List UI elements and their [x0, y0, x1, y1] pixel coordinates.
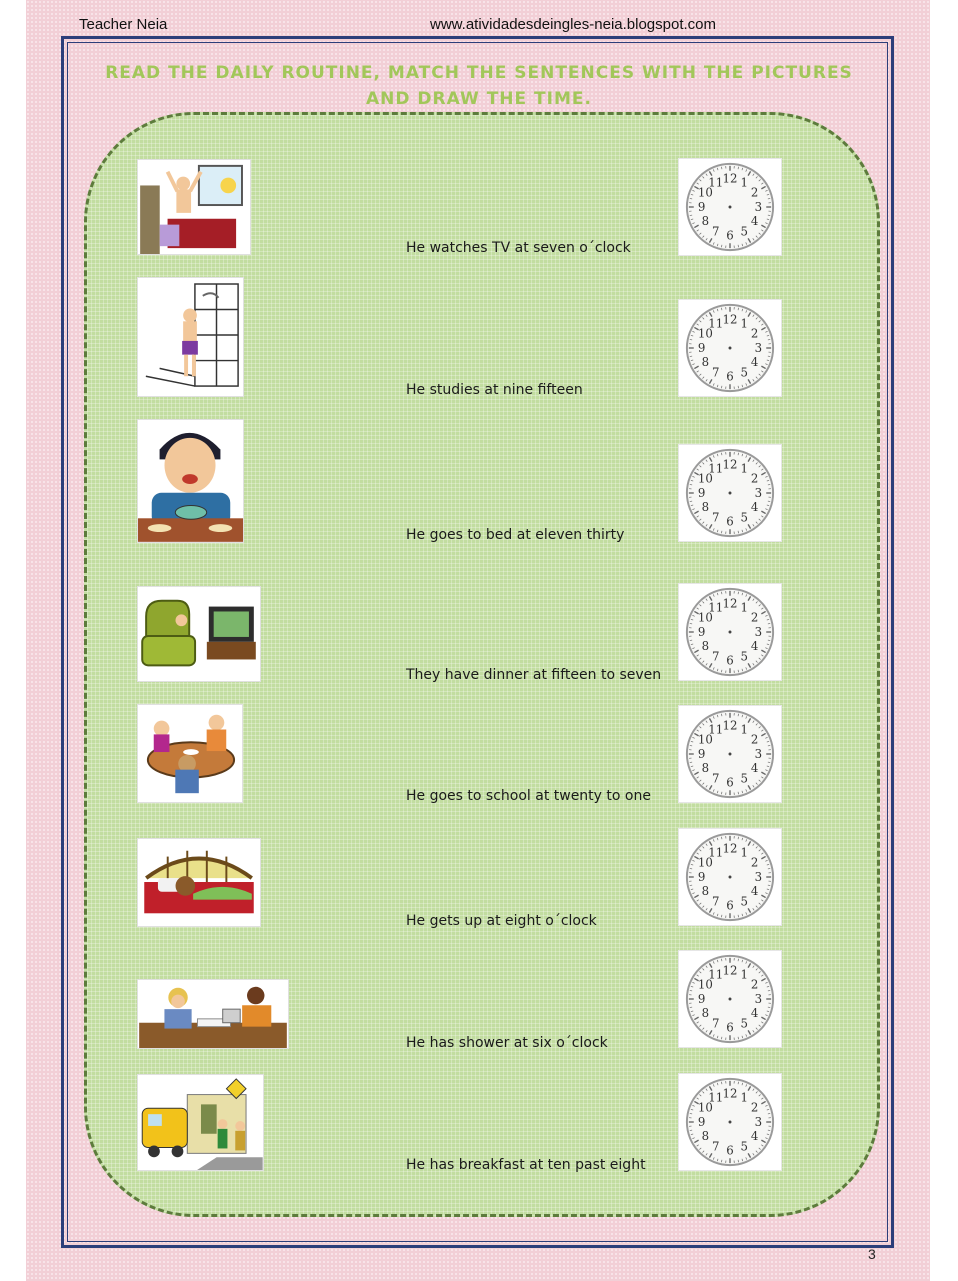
- clock-numeral: 5: [740, 1016, 748, 1031]
- clock-center: [729, 631, 732, 634]
- clock-face-3[interactable]: [678, 444, 782, 542]
- studying-icon[interactable]: [137, 979, 289, 1049]
- clock-numeral: 2: [750, 471, 759, 486]
- clock-numeral: 1: [740, 175, 748, 190]
- clock-numeral: 12: [722, 312, 738, 327]
- clock-numeral: 6: [726, 369, 734, 384]
- clock-numeral: 12: [722, 596, 738, 611]
- sentence-5[interactable]: He goes to school at twenty to one: [406, 788, 651, 804]
- clock-numeral: 11: [708, 967, 724, 982]
- clock-numeral: 3: [754, 199, 763, 214]
- clock-numeral: 9: [697, 624, 706, 639]
- clock-numeral: 12: [722, 457, 738, 472]
- family-dinner-icon[interactable]: [137, 704, 243, 803]
- clock-numeral: 3: [754, 1114, 763, 1129]
- header-website: www.atividadesdeingles-neia.blogspot.com: [430, 16, 716, 33]
- clock-numeral: 10: [697, 326, 713, 341]
- clock-numeral: 12: [722, 171, 738, 186]
- clock-numeral: 8: [701, 761, 710, 776]
- clock-numeral: 1: [740, 461, 748, 476]
- clock-numeral: 10: [697, 610, 713, 625]
- clock-center: [729, 1121, 732, 1124]
- clock-numeral: 3: [754, 624, 763, 639]
- clock-numeral: 1: [740, 845, 748, 860]
- clock-numeral: 12: [722, 841, 738, 856]
- clock-numeral: 1: [740, 1090, 748, 1105]
- clock-numeral: 5: [740, 365, 748, 380]
- clock-numeral: 7: [712, 224, 720, 239]
- clock-numeral: 9: [697, 1114, 706, 1129]
- clock-numeral: 4: [750, 1129, 759, 1144]
- clock-numeral: 10: [697, 185, 713, 200]
- clock-numeral: 7: [712, 510, 720, 525]
- watching-tv-icon[interactable]: [137, 586, 261, 682]
- clock-numeral: 1: [740, 722, 748, 737]
- clock-numeral: 7: [712, 649, 720, 664]
- clock-numeral: 5: [740, 894, 748, 909]
- page-number: 3: [868, 1246, 876, 1262]
- clock-numeral: 7: [712, 894, 720, 909]
- clock-numeral: 12: [722, 963, 738, 978]
- clock-numeral: 8: [701, 500, 710, 515]
- clock-numeral: 5: [740, 1139, 748, 1154]
- clock-numeral: 1: [740, 600, 748, 615]
- clock-numeral: 8: [701, 639, 710, 654]
- clock-center: [729, 876, 732, 879]
- clock-numeral: 10: [697, 977, 713, 992]
- clock-numeral: 9: [697, 991, 706, 1006]
- clock-numeral: 6: [726, 898, 734, 913]
- sentence-1[interactable]: He watches TV at seven o´clock: [406, 240, 631, 256]
- clock-numeral: 6: [726, 228, 734, 243]
- going-to-school-icon[interactable]: [137, 1074, 264, 1171]
- clock-numeral: 10: [697, 471, 713, 486]
- waking-up-stretching-icon[interactable]: [137, 159, 251, 255]
- clock-numeral: 4: [750, 214, 759, 229]
- clock-numeral: 2: [750, 977, 759, 992]
- clock-center: [729, 347, 732, 350]
- sleeping-in-bed-icon[interactable]: [137, 838, 261, 927]
- clock-numeral: 5: [740, 510, 748, 525]
- clock-numeral: 1: [740, 967, 748, 982]
- clock-numeral: 2: [750, 732, 759, 747]
- instruction-line-2: AND DRAW THE TIME.: [366, 89, 592, 109]
- clock-numeral: 8: [701, 1006, 710, 1021]
- taking-shower-icon[interactable]: [137, 277, 244, 397]
- clock-numeral: 8: [701, 884, 710, 899]
- clock-numeral: 5: [740, 224, 748, 239]
- clock-numeral: 3: [754, 485, 763, 500]
- clock-numeral: 5: [740, 649, 748, 664]
- sentence-7[interactable]: He has shower at six o´clock: [406, 1035, 608, 1051]
- clock-face-8[interactable]: [678, 1073, 782, 1171]
- clock-numeral: 3: [754, 746, 763, 761]
- clock-numeral: 12: [722, 1086, 738, 1101]
- sentence-8[interactable]: He has breakfast at ten past eight: [406, 1157, 646, 1173]
- clock-numeral: 7: [712, 1016, 720, 1031]
- clock-numeral: 7: [712, 771, 720, 786]
- clock-center: [729, 206, 732, 209]
- clock-numeral: 8: [701, 355, 710, 370]
- clock-numeral: 12: [722, 718, 738, 733]
- clock-numeral: 7: [712, 365, 720, 380]
- clock-numeral: 2: [750, 610, 759, 625]
- clock-numeral: 1: [740, 316, 748, 331]
- sentence-6[interactable]: He gets up at eight o´clock: [406, 913, 597, 929]
- clock-face-2[interactable]: [678, 299, 782, 397]
- clock-numeral: 9: [697, 340, 706, 355]
- clock-numeral: 2: [750, 1100, 759, 1115]
- clock-numeral: 5: [740, 771, 748, 786]
- header-author: Teacher Neia: [79, 16, 168, 33]
- clock-center: [729, 492, 732, 495]
- clock-numeral: 4: [750, 1006, 759, 1021]
- instruction-line-1: READ THE DAILY ROUTINE, MATCH THE SENTENCES WITH THE PICTURES: [105, 63, 853, 83]
- clock-numeral: 6: [726, 775, 734, 790]
- clock-numeral: 2: [750, 326, 759, 341]
- clock-numeral: 10: [697, 1100, 713, 1115]
- clock-numeral: 9: [697, 746, 706, 761]
- clock-numeral: 7: [712, 1139, 720, 1154]
- eating-breakfast-icon[interactable]: [137, 419, 244, 543]
- clock-numeral: 6: [726, 653, 734, 668]
- clock-numeral: 4: [750, 761, 759, 776]
- clock-numeral: 11: [708, 1090, 724, 1105]
- clock-face-1[interactable]: [678, 158, 782, 256]
- clock-numeral: 10: [697, 855, 713, 870]
- sentence-3[interactable]: He goes to bed at eleven thirty: [406, 527, 625, 543]
- clock-center: [729, 753, 732, 756]
- clock-face-4[interactable]: [678, 583, 782, 681]
- clock-numeral: 6: [726, 514, 734, 529]
- clock-center: [729, 998, 732, 1001]
- clock-numeral: 11: [708, 722, 724, 737]
- clock-numeral: 9: [697, 485, 706, 500]
- instruction-heading: [90, 60, 868, 112]
- sentence-4[interactable]: They have dinner at fifteen to seven: [406, 667, 662, 683]
- clock-numeral: 9: [697, 199, 706, 214]
- clock-numeral: 2: [750, 855, 759, 870]
- clock-face-6[interactable]: [678, 828, 782, 926]
- clock-numeral: 4: [750, 639, 759, 654]
- clock-numeral: 9: [697, 869, 706, 884]
- clock-numeral: 8: [701, 214, 710, 229]
- clock-numeral: 6: [726, 1020, 734, 1035]
- clock-numeral: 3: [754, 340, 763, 355]
- clock-numeral: 4: [750, 500, 759, 515]
- clock-numeral: 2: [750, 185, 759, 200]
- clock-numeral: 4: [750, 355, 759, 370]
- clock-numeral: 11: [708, 600, 724, 615]
- sentence-2[interactable]: He studies at nine fifteen: [406, 382, 583, 398]
- clock-numeral: 11: [708, 461, 724, 476]
- clock-numeral: 3: [754, 991, 763, 1006]
- clock-face-7[interactable]: [678, 950, 782, 1048]
- clock-numeral: 8: [701, 1129, 710, 1144]
- clock-numeral: 11: [708, 175, 724, 190]
- clock-face-5[interactable]: [678, 705, 782, 803]
- clock-numeral: 11: [708, 316, 724, 331]
- clock-numeral: 4: [750, 884, 759, 899]
- clock-numeral: 3: [754, 869, 763, 884]
- clock-numeral: 11: [708, 845, 724, 860]
- clock-numeral: 6: [726, 1143, 734, 1158]
- clock-numeral: 10: [697, 732, 713, 747]
